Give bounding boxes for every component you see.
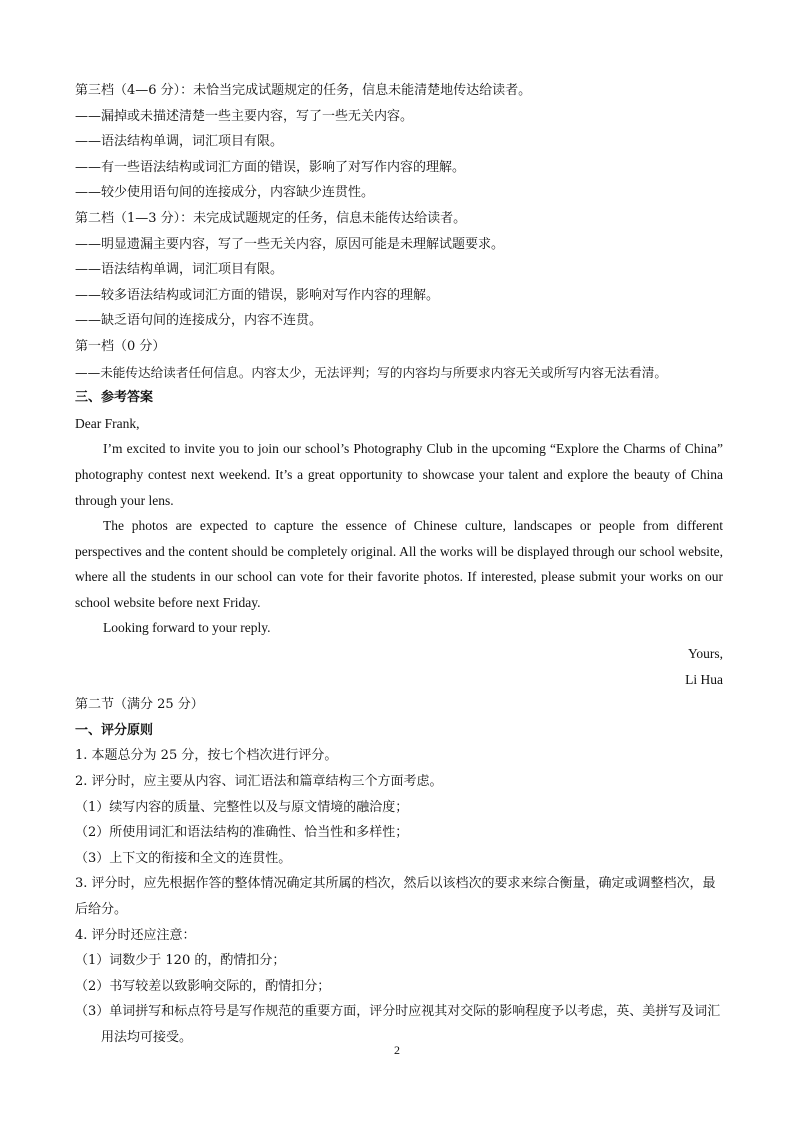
principle-subitem: （2）所使用词汇和语法结构的准确性、恰当性和多样性； [75,825,409,841]
letter-paragraph: Looking forward to your reply. [103,620,271,636]
level2-item: ——语法结构单调，词汇项目有限。 [75,262,284,278]
section2-title: 第二节（满分 25 分） [75,697,204,713]
level3-item: ——有一些语法结构或词汇方面的错误，影响了对写作内容的理解。 [75,159,466,175]
level3-item: ——较少使用语句间的连接成分，内容缺少连贯性。 [75,185,375,201]
letter-closing: Yours, [687,646,723,662]
principle-subitem: （2）书写较差以致影响交际的，酌情扣分； [75,978,331,994]
principle-subitem: （3）上下文的衔接和全文的连贯性。 [75,850,292,866]
level2-heading: 第二档（1—3 分）：未完成试题规定的任务，信息未能传达给读者。 [75,210,467,226]
principle-item: 4. 评分时还应注意： [75,927,196,943]
level1-item: ——未能传达给读者任何信息。内容太少，无法评判；写的内容均与所要求内容无关或所写内容无法看清。 [75,364,667,380]
level3-heading: 第三档（4—6 分）：未恰当完成试题规定的任务，信息未能清楚地传达给读者。 [75,83,532,98]
letter-salutation: Dear Frank, [75,415,140,431]
principle-subitem: （1）续写内容的质量、完整性以及与原文情境的融洽度； [75,799,409,815]
principle-item: 2. 评分时，应主要从内容、词汇语法和篇章结构三个方面考虑。 [75,774,443,790]
letter-paragraph: I’m excited to invite you to join our school’s Photography Club in the upcoming “Explore the Charms of China” photography contest next weekend. It’s a great opportunity to showcase your talent and explore the beauty of China through your lens. [75,441,723,508]
principle-item: 3. 评分时，应先根据作答的整体情况确定其所属的档次，然后以该档次的要求来综合衡量，确定或调整档次，最后给分。 [75,876,716,917]
principle-item: 1. 本题总分为 25 分，按七个档次进行评分。 [75,748,338,764]
principle-subitem: （3）单词拼写和标点符号是写作规范的重要方面，评分时应视其对交际的影响程度予以考虑，英、美拼写及词汇用法均可接受。 [75,1004,721,1045]
page-number: 2 [394,1043,400,1057]
level3-item: ——语法结构单调，词汇项目有限。 [75,134,284,150]
letter-signature: Li Hua [685,671,723,687]
document-page [75,78,723,1051]
level3-item: ——漏掉或未描述清楚一些主要内容，写了一些无关内容。 [75,108,414,124]
principles-heading: 一、评分原则 [75,722,154,738]
reference-answer-heading: 三、参考答案 [75,390,154,406]
level2-item: ——缺乏语句间的连接成分，内容不连贯。 [75,313,323,329]
level2-item: ——较多语法结构或词汇方面的错误，影响对写作内容的理解。 [75,287,440,303]
letter-paragraph: The photos are expected to capture the essence of Chinese culture, landscapes or people from different perspectives and the content should be completely original. All the works will be displayed through our school website, where all the students in our school can vote for their favorite photos. If interested, please submit your works on our school website before next Friday. [75,518,723,610]
principle-subitem: （1）词数少于 120 的，酌情扣分； [75,953,286,969]
level1-heading: 第一档（0 分） [75,338,166,354]
level2-item: ——明显遗漏主要内容，写了一些无关内容，原因可能是未理解试题要求。 [75,236,505,252]
